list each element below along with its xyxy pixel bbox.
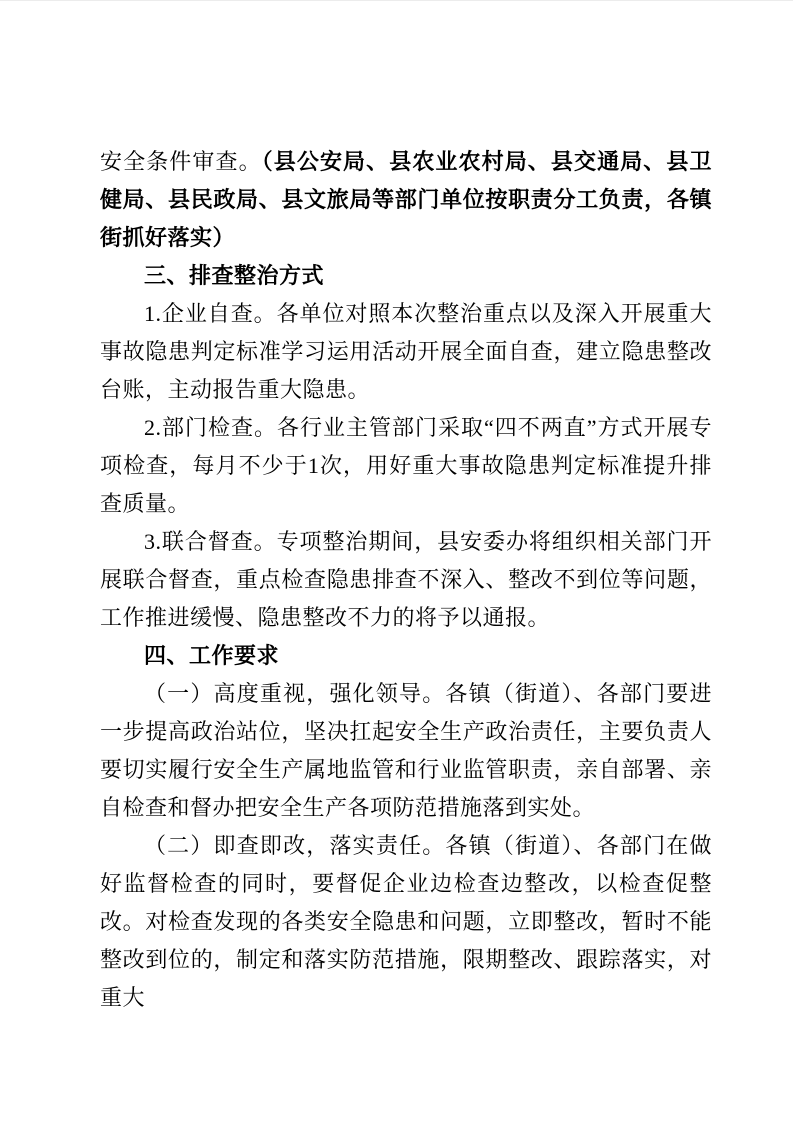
text-run: （一）高度重视，强化领导。各镇（街道）、各部门要进一步提高政治站位，坚决扛起安全生产政治责任，主要负责人要切实履行安全生产属地监管和行业监管职责，亲自部署、亲自检查和督办把安全生产各项防范措施落到实处。 bbox=[100, 681, 712, 820]
bold-text-run: 三、排查整治方式 bbox=[144, 263, 325, 288]
body-paragraph bbox=[100, 523, 712, 637]
section-heading bbox=[100, 637, 712, 675]
bold-text-run: （县公安局、县农业农村局、县交通局、县卫健局、县民政局、县文旅局等部门单位按职责分工负责，各镇街抓好落实） bbox=[100, 149, 712, 250]
body-paragraph bbox=[100, 143, 712, 257]
document-content bbox=[100, 143, 712, 1017]
bold-text-run: 四、工作要求 bbox=[144, 643, 280, 668]
section-heading bbox=[100, 257, 712, 295]
text-run: 2.部门检查。各行业主管部门采取“四不两直”方式开展专项检查，每月不少于1次，用好重大事故隐患判定标准提升排查质量。 bbox=[100, 415, 712, 516]
body-paragraph bbox=[100, 827, 712, 1017]
text-run: 3.联合督查。专项整治期间，县安委办将组织相关部门开展联合督查，重点检查隐患排查不深入、整改不到位等问题，工作推进缓慢、隐患整改不力的将予以通报。 bbox=[100, 529, 712, 630]
body-paragraph bbox=[100, 295, 712, 409]
body-paragraph bbox=[100, 675, 712, 827]
text-run: 安全条件审查。 bbox=[100, 149, 262, 174]
text-run: 1.企业自查。各单位对照本次整治重点以及深入开展重大事故隐患判定标准学习运用活动开展全面自查，建立隐患整改台账，主动报告重大隐患。 bbox=[100, 301, 712, 402]
text-run: （二）即查即改，落实责任。各镇（街道）、各部门在做好监督检查的同时，要督促企业边检查边整改，以检查促整改。对检查发现的各类安全隐患和问题，立即整改，暂时不能整改到位的，制定和落实防范措施，限期整改、跟踪落实，对重大 bbox=[100, 833, 712, 1010]
body-paragraph bbox=[100, 409, 712, 523]
